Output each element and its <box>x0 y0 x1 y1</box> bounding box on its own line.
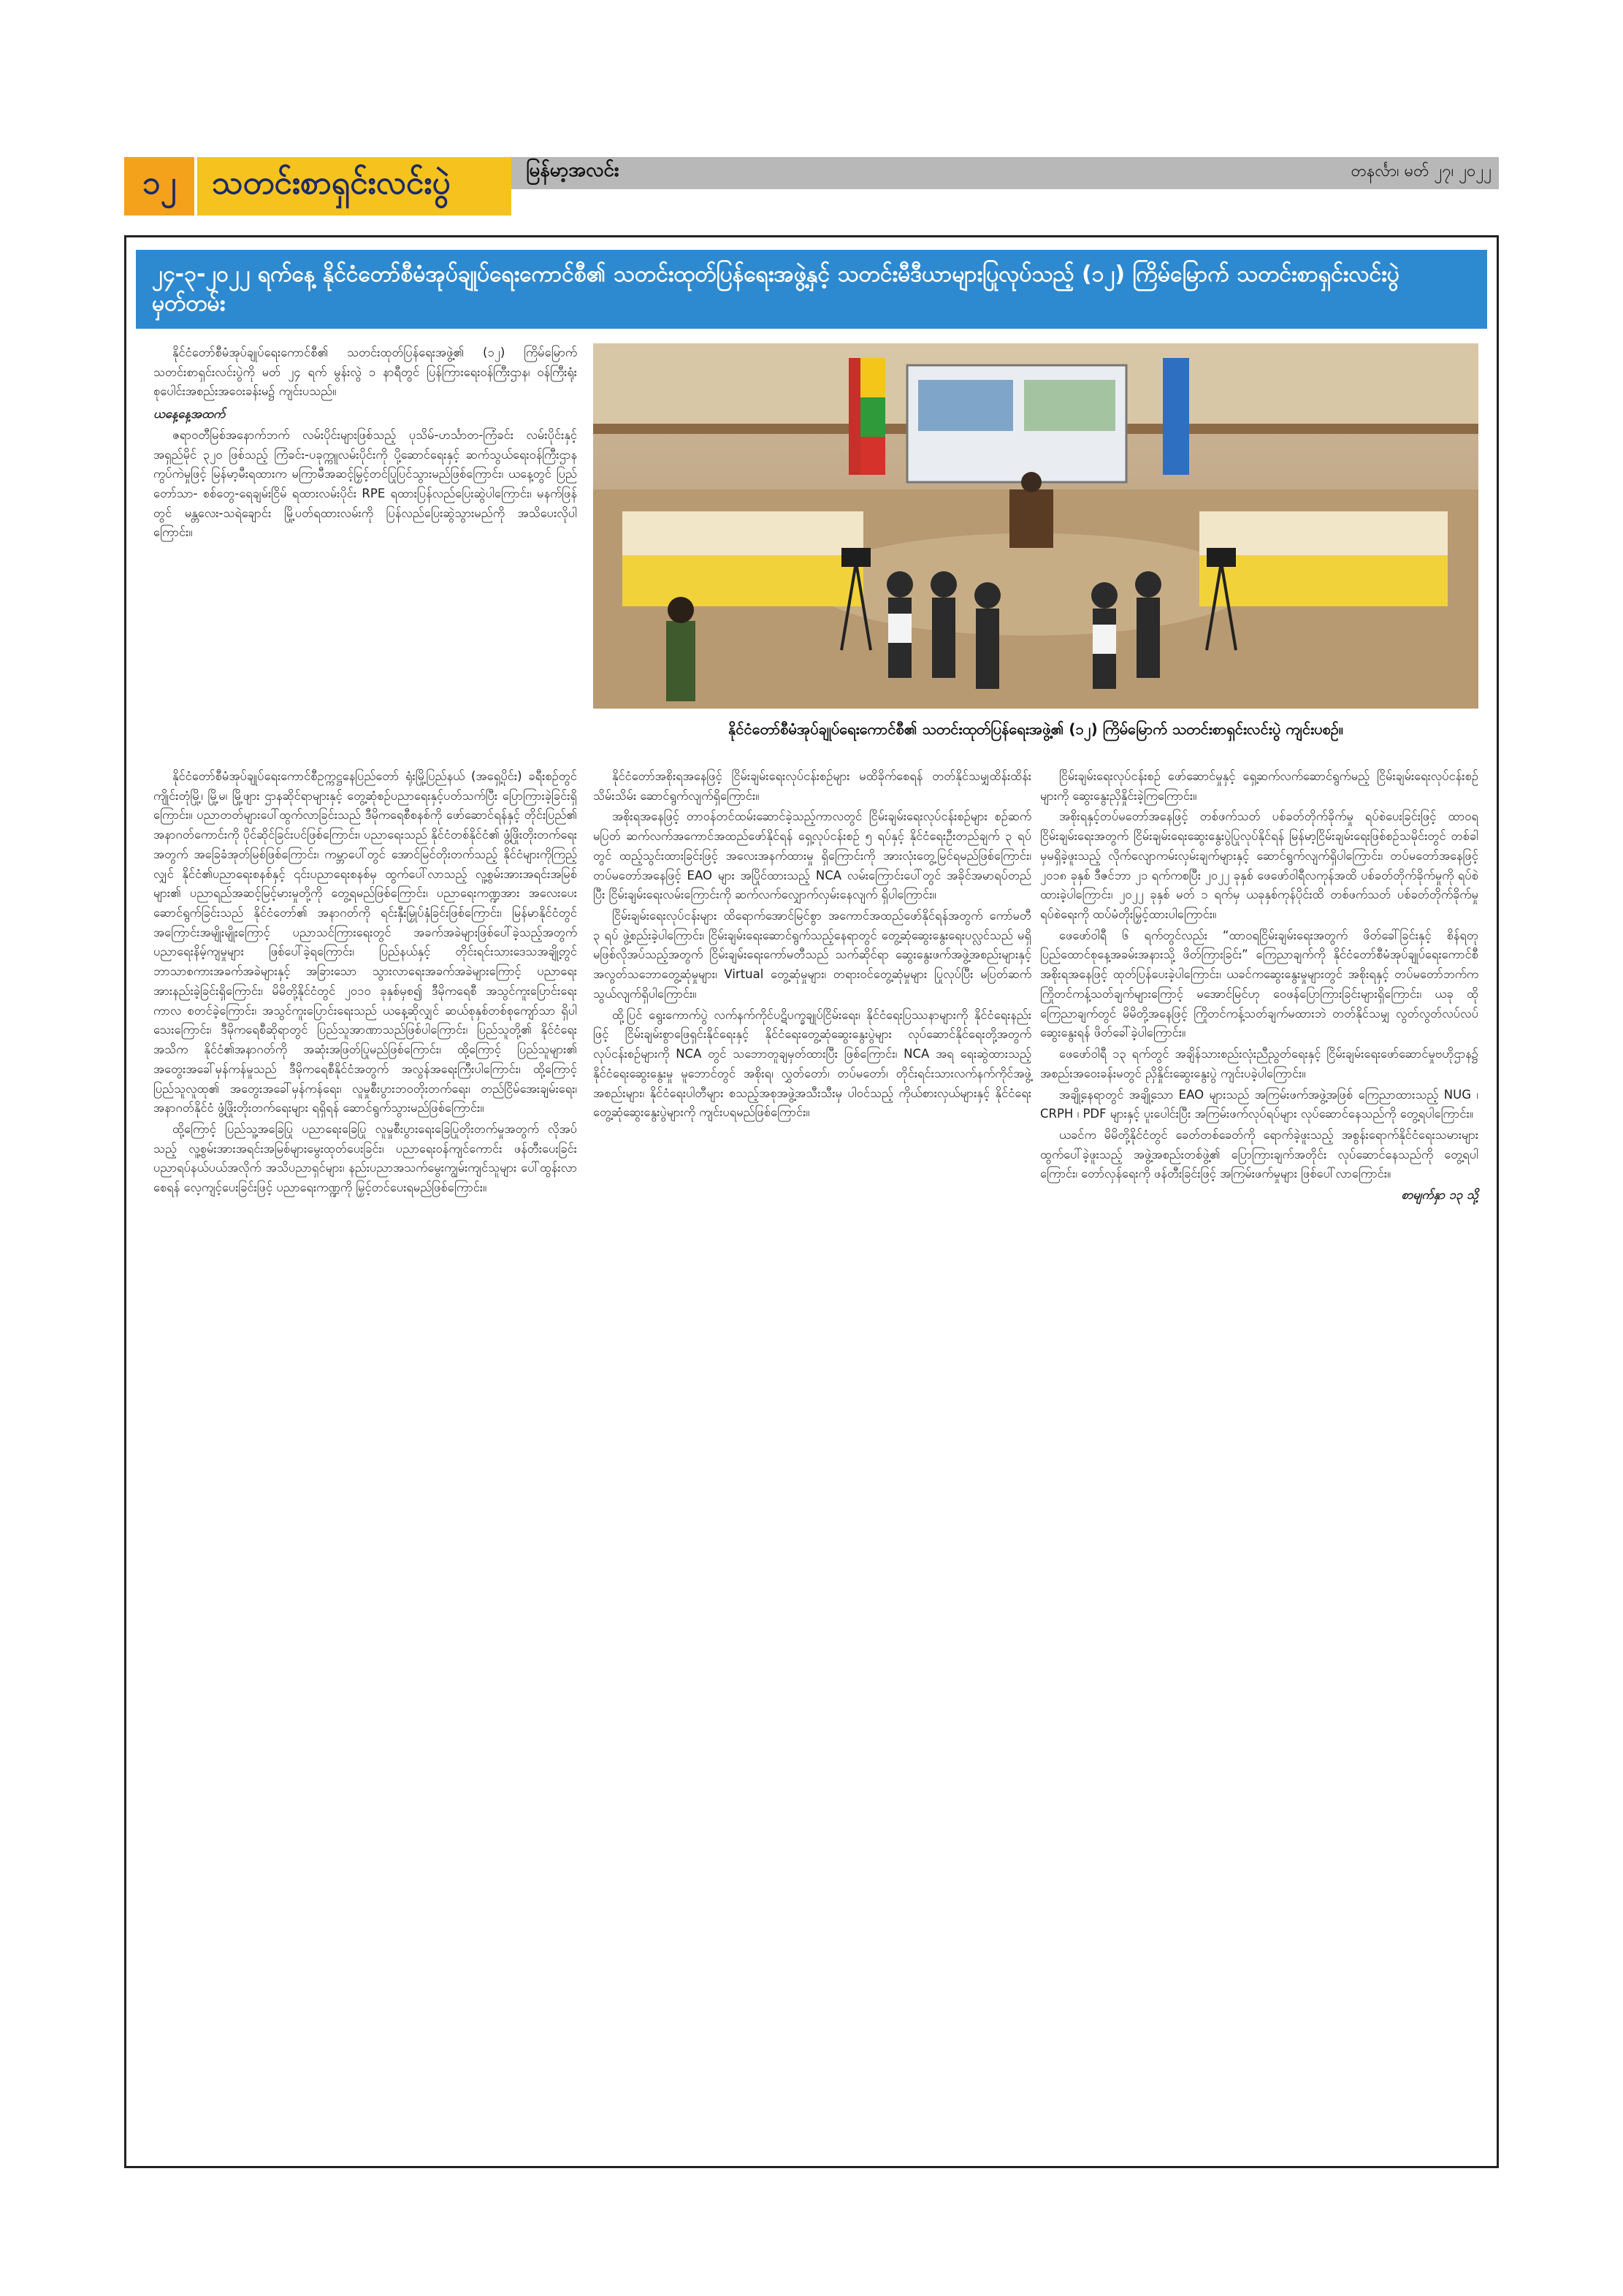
paragraph: ယခင်က မိမိတို့နိုင်ငံတွင် ခေတ်တစ်ခေတ်ကို ရောက်ခဲ့ဖူးသည့် အစွန်းရောက်နိုင်ငံရေးသမားများ ထွက်ပေါ်ခဲ့ဖူးသည့် အဖွဲ့အစည်းတစ်ဖွဲ့၏ ပြောကြားချက်အတိုင်း လုပ်ဆောင်နေသည်ကို တွေ့ရပါကြောင်း၊ တော်လှန်ရေးကို ဖန်တီးခြင်းဖြင့် အကြမ်းဖက်မှုများ ဖြစ်ပေါ်လာကြောင်း။ <box>1040 1127 1478 1181</box>
paragraph: ထို့ကြောင့် ပြည်သူ့အခြေပြု ပညာရေးခြေပြု လူမှုစီးပွားရေးခြေပြုတိုးတက်မှုအတွက် လိုအပ်သည့် လူ့စွမ်းအားအရင်းအမြစ်များမွေးထုတ်ပေးခြင်း၊ ပညာရေးဝန်ကျင်ကောင်း ဖန်တီးပေးခြင်း ပညာရပ်နယ်ပယ်အလိုက် အသိပညာရှင်များ၊ နည်းပညာအသက်မွေးကျွမ်းကျင်သူများ ပေါ်ထွန်းလာစေရန် လေ့ကျင့်ပေးခြင်းဖြင့် ပညာရေးကဏ္ဍကို မြှင့်တင်ပေးရမည်ဖြစ်ကြောင်း။ <box>153 1121 577 1195</box>
article-headline <box>136 250 1487 329</box>
photo-caption: နိုင်ငံတော်စီမံအုပ်ချုပ်ရေးကောင်စီ၏ သတင်းထုတ်ပြန်ရေးအဖွဲ့၏ (၁၂) ကြိမ်မြောက် သတင်းစာရှင်းလင်းပွဲ ကျင်းပစဉ်။ <box>728 720 1343 738</box>
continued-on: စာမျက်နှာ ၁၃ သို့ <box>1401 1188 1478 1202</box>
column-1-bottom <box>153 767 577 1200</box>
paragraph: နိုင်ငံတော်စီမံအုပ်ချုပ်ရေးကောင်စီဥက္ကဋ္ဌနေပြည်တော် ရုံးမြို့ပြည်နယ် (အရှေ့ပိုင်း) ခရီးစဉ်တွင် ကျိုင်းတုံမြို့၊ မြို့မ၊ မြို့ဖျား ဌာနဆိုင်ရာများနှင့် တွေ့ဆုံစဉ်ပညာရေးနှင့်ပတ်သက်ပြီး ပြောကြားခဲ့ခြင်းရှိကြောင်း။ ပညာတတ်များပေါ်ထွက်လာခြင်းသည် ဒီမိုကရေစီစနစ်ကို ဖော်ဆောင်ရန်နှင့် တိုင်းပြည်၏ အနာဂတ်ကောင်းကို ပိုင်ဆိုင်ခြင်းပင်ဖြစ်ကြောင်း၊ ပညာရေးသည် နိုင်ငံတစ်နိုင်ငံ၏ ဖွံ့ဖြိုးတိုးတက်ရေးအတွက် အခြေခံအုတ်မြစ်ဖြစ်ကြောင်း၊ ကမ္ဘာပေါ်တွင် အောင်မြင်တိုးတက်သည့် နိုင်ငံများကိုကြည့်လျှင် နိုင်ငံ၏ပညာရေးစနစ်နှင့် ၎င်းပညာရေးစနစ်မှ ထွက်ပေါ်လာသည့် လူ့စွမ်းအားအရင်းအမြစ်များ၏ ပညာရည်အဆင့်မြင့်မားမှုတို့ကို တွေ့ရမည်ဖြစ်ကြောင်း၊ ပညာရေးကဏ္ဍအား အလေးပေးဆောင်ရွက်ခြင်းသည် နိုင်ငံတော်၏ အနာဂတ်ကို ရင်းနှီးမြှုပ်နှံခြင်းဖြစ်ကြောင်း၊ မြန်မာနိုင်ငံတွင် အကြောင်းအမျိုးမျိုးကြောင့် ပညာသင်ကြားရေးတွင် အခက်အခဲများဖြစ်ပေါ်ခဲ့သည့်အတွက် ပညာရေးနိမ့်ကျမှုများ ဖြစ်ပေါ်ခဲ့ရကြောင်း၊ ပြည်နယ်နှင့် တိုင်းရင်းသားဒေသအချို့တွင် ဘာသာစကားအခက်အခဲများနှင့် အခြားသော သွားလာရေးအခက်အခဲများကြောင့် ပညာရေးအားနည်းခဲ့ခြင်းရှိကြောင်း၊ မိမိတို့နိုင်ငံတွင် ၂၀၁၀ ခုနှစ်မှစ၍ ဒီမိုကရေစီ အသွင်ကူးပြောင်းရေးကာလ စတင်ခဲ့ကြောင်း၊ အသွင်ကူးပြောင်းရေးသည် ယနေ့ဆိုလျှင် ဆယ်စုနှစ်တစ်စုကျော်သာ ရှိပါသေးကြောင်း၊ ဒီမိုကရေစီဆိုရာတွင် ပြည်သူအာဏာသည်ဖြစ်ပါကြောင်း၊ ပြည်သူတို့၏ နိုင်ငံရေးအသိက နိုင်ငံ၏အနာဂတ်ကို အဆုံးအဖြတ်ပြုမည်ဖြစ်ကြောင်း၊ ထို့ကြောင့် ပြည်သူများ၏ အတွေးအခေါ်မှန်ကန်မှုသည် ဒီမိုကရေစီနိုင်ငံအတွက် အလွန်အရေးကြီးပါကြောင်း၊ ထို့ကြောင့် ပြည်သူလူထု၏ အတွေးအခေါ်မှန်ကန်ရေး၊ လူမှုစီးပွားဘဝတိုးတက်ရေး၊ တည်ငြိမ်အေးချမ်းရေး၊ အနာဂတ်နိုင်ငံ ဖွံ့ဖြိုးတိုးတက်ရေးများ ရရှိရန် ဆောင်ရွက်သွားမည်ဖြစ်ကြောင်း။ <box>153 769 577 1115</box>
intro-paragraph: နိုင်ငံတော်စီမံအုပ်ချုပ်ရေးကောင်စီ၏ သတင်းထုတ်ပြန်ရေးအဖွဲ့၏ (၁၂) ကြိမ်မြောက် သတင်းစာရှင်းလင်းပွဲကို မတ် ၂၄ ရက် မွန်းလွဲ ၁ နာရီတွင် ပြန်ကြားရေးဝန်ကြီးဌာန၊ ဝန်ကြီးရုံး စုပေါင်းအစည်းအဝေးခန်းမ၌ ကျင်းပသည်။ <box>153 346 577 399</box>
column-1-top <box>153 343 577 544</box>
press-conference-photo <box>593 343 1478 709</box>
page-number: ၁၂ <box>124 157 194 216</box>
subhead: ယနေ့နေ့အထက် <box>153 407 226 422</box>
paragraph: ငြိမ်းချမ်းရေးလုပ်ငန်းစဉ် ဖော်ဆောင်မှုနှင့် ရှေ့ဆက်လက်ဆောင်ရွက်မည့် ငြိမ်းချမ်းရေးလုပ်ငန်းစဉ်များကို ဆွေးနွေးညှိနှိုင်းခဲ့ကြကြောင်း။ <box>1040 769 1478 803</box>
paragraph: ဇရာဝတီမြစ်အနောက်ဘက် လမ်းပိုင်းများဖြစ်သည့် ပုသိမ်-ဟင်္သာတ-ကြံခင်း လမ်းပိုင်းနှင့် အရှည်မိုင် ၃၂၀ ဖြစ်သည့် ကြံခင်း-ပခုက္ကူလမ်းပိုင်းကို ပို့ဆောင်ရေးနှင့် ဆက်သွယ်ရေးဝန်ကြီးဌာန ကွပ်ကဲမှုဖြင့် မြန်မာ့မီးရထားက မကြာမီအဆင့်မြှင့်တင်ပြုပြင်သွားမည်ဖြစ်ကြောင်း၊ ယနေ့တွင် ပြည်တော်သာ- စစ်တွေ-ရေချမ်းငြိမ် ရထားလမ်းပိုင်း RPE ရထားပြန်လည်ပြေးဆွဲပါကြောင်း၊ မနက်ဖြန်တွင် မန္တလေး-သရဲချောင်း မြို့ပတ်ရထားလမ်းကို ပြန်လည်ပြေးဆွဲသွားမည်ကို အသိပေးလိုပါကြောင်း။ <box>153 427 577 540</box>
section-title: သတင်းစာရှင်းလင်းပွဲ <box>197 157 511 216</box>
paragraph: ဖေဖော်ဝါရီ ၆ ရက်တွင်လည်း “ထာဝရငြိမ်းချမ်းရေးအတွက် ဖိတ်ခေါ်ခြင်းနှင့် စိန်ရတုပြည်ထောင်စုနေ့အခမ်းအနားသို့ ဖိတ်ကြားခြင်း” ကြေညာချက်ကို နိုင်ငံတော်စီမံအုပ်ချုပ်ရေးကောင်စီအစိုးရအနေဖြင့် ထုတ်ပြန်ပေးခဲ့ပါကြောင်း၊ ယခင်ကဆွေးနွေးမှုများတွင် အစိုးရနှင့် တပ်မတော်ဘက်က ကြိုတင်ကန့်သတ်ချက်များကြောင့် မအောင်မြင်ဟု ဝေဖန်ပြောကြားခြင်းများရှိကြောင်း၊ ယခု ထိုကြေညာချက်တွင် မိမိတို့အနေဖြင့် ကြိုတင်ကန့်သတ်ချက်မထားဘဲ တတ်နိုင်သမျှ လွတ်လွတ်လပ်လပ်ဆွေးနွေးရန် ဖိတ်ခေါ်ခဲ့ပါကြောင်း။ <box>1040 928 1478 1040</box>
paragraph: နိုင်ငံတော်အစိုးရအနေဖြင့် ငြိမ်းချမ်းရေးလုပ်ငန်းစဉ်များ မထိခိုက်စေရန် တတ်နိုင်သမျှထိန်းထိန်းသိမ်းသိမ်း ဆောင်ရွက်လျက်ရှိကြောင်း။ <box>593 769 1031 803</box>
myanmar-flag-icon <box>849 358 860 475</box>
issue-date: တနင်္လာ၊ မတ် ၂၇၊ ၂၀၂၂ <box>1351 162 1492 180</box>
headline-text: ၂၄-၃-၂၀၂၂ ရက်နေ့ နိုင်ငံတော်စီမံအုပ်ချုပ်ရေးကောင်စီ၏ သတင်းထုတ်ပြန်ရေးအဖွဲ့နှင့် သတင်းမီဒီယာများပြုလုပ်သည့် (၁၂) ကြိမ်မြောက် သတင်းစာရှင်းလင်းပွဲမှတ်တမ်း <box>152 261 1399 316</box>
paragraph: ငြိမ်းချမ်းရေးလုပ်ငန်းများ ထိရောက်အောင်မြင်စွာ အကောင်အထည်ဖော်နိုင်ရန်အတွက် ကော်မတီ ၃ ရပ် ဖွဲ့စည်းခဲ့ပါကြောင်း၊ ငြိမ်းချမ်းရေးဆောင်ရွက်သည့်နေရာတွင် တွေ့ဆုံဆွေးနွေးရေးပလ္လင်သည် မရှိမဖြစ်လိုအပ်သည့်အတွက် ငြိမ်းချမ်းရေးကော်မတီသည် သက်ဆိုင်ရာ ဆွေးနွေးဖက်အဖွဲ့အစည်းများနှင့် အလွတ်သဘောတွေ့ဆုံမှုများ၊ Virtual တွေ့ဆုံမှုများ၊ တရားဝင်တွေ့ဆုံမှုများ ပြုလုပ်ပြီး မပြတ်ဆက်သွယ်လျက်ရှိပါကြောင်း။ <box>593 909 1031 1001</box>
column-2 <box>593 767 1031 1124</box>
newspaper-name: မြန်မာ့အလင်း <box>526 159 619 181</box>
page-header <box>124 150 1499 218</box>
paragraph: အစိုးရအနေဖြင့် တာဝန်တင်ထမ်းဆောင်ခဲ့သည့်ကာလတွင် ငြိမ်းချမ်းရေးလုပ်ငန်းစဉ်များ စဉ်ဆက်မပြတ် ဆက်လက်အကောင်အထည်ဖော်နိုင်ရန် ရှေ့လုပ်ငန်းစဉ် ၅ ရပ်နှင့် နိုင်ငံရေးဦးတည်ချက် ၃ ရပ်တွင် ထည့်သွင်းထားခြင်းဖြင့် အလေးအနက်ထားမှု ရှိကြောင်းကို အားလုံးတွေ့မြင်ရမည်ဖြစ်ကြောင်း၊ တပ်မတော်အနေဖြင့် EAO များ အပြိုင်ထားသည့် NCA လမ်းကြောင်းပေါ်တွင် အခိုင်အမာရပ်တည်ပြီး ငြိမ်းချမ်းရေးလမ်းကြောင်းကို ဆက်လက်လျှောက်လှမ်းနေလျက် ရှိပါကြောင်း။ <box>593 809 1031 902</box>
emblem-flag-icon <box>1163 358 1189 475</box>
column-3 <box>1040 767 1478 1207</box>
paragraph: ထို့ပြင် ရွေးကောက်ပွဲ လက်နက်ကိုင်ပဋိပက္ခချုပ်ငြိမ်းရေး၊ နိုင်ငံရေးပြဿနာများကို နိုင်ငံရေးနည်းဖြင့် ငြိမ်းချမ်းစွာဖြေရှင်းနိုင်ရေးနှင့် နိုင်ငံရေးတွေ့ဆုံဆွေးနွေးပွဲများ လုပ်ဆောင်နိုင်ရေးတို့အတွက် လုပ်ငန်းစဉ်များကို NCA တွင် သဘောတူချမှတ်ထားပြီး ဖြစ်ကြောင်း၊ NCA အရ ရေးဆွဲထားသည့် နိုင်ငံရေးဆွေးနွေးမှု မူဘောင်တွင် အစိုးရ၊ လွှတ်တော်၊ တပ်မတော်၊ တိုင်းရင်းသားလက်နက်ကိုင်အဖွဲ့အစည်းများ၊ နိုင်ငံရေးပါတီများ စသည့်အစုအဖွဲ့အသီးသီးမှ ပါဝင်သည့် ကိုယ်စားလှယ်များနှင့် နိုင်ငံရေးတွေ့ဆုံဆွေးနွေးပွဲများကို ကျင်းပရမည်ဖြစ်ကြောင်း။ <box>593 1007 1031 1120</box>
photo-illustration <box>593 343 1478 709</box>
paragraph: ဖေဖော်ဝါရီ ၁၃ ရက်တွင် အချိန်သားစည်းလုံးညီညွတ်ရေးနှင့် ငြိမ်းချမ်းရေးဖော်ဆောင်မှုဗဟိုဌာန၌ အစည်းအဝေးခန်းမတွင် ညှိနှိုင်းဆွေးနွေးပွဲ ကျင်းပခဲ့ပါကြောင်း။ <box>1040 1047 1478 1080</box>
paragraph: အချို့နေရာတွင် အချို့သော EAO များသည် အကြမ်းဖက်အဖွဲ့အဖြစ် ကြေညာထားသည့် NUG ၊ CRPH ၊ PDF များနှင့် ပူးပေါင်းပြီး အကြမ်းဖက်လုပ်ရပ်များ လုပ်ဆောင်နေသည်ကို တွေ့ရပါကြောင်း။ <box>1040 1087 1478 1121</box>
paragraph: အစိုးရနှင့်တပ်မတော်အနေဖြင့် တစ်ဖက်သတ် ပစ်ခတ်တိုက်ခိုက်မှု ရပ်စဲပေးခြင်းဖြင့် ထာဝရငြိမ်းချမ်းရေးအတွက် ငြိမ်းချမ်းရေးဆွေးနွေးပွဲပြုလုပ်နိုင်ရန် မြန်မာ့ငြိမ်းချမ်းရေးဖြစ်စဉ်သမိုင်းတွင် တစ်ခါမှမရှိခဲ့ဖူးသည့် လိုက်လျောကမ်းလှမ်းချက်များနှင့် ဆောင်ရွက်လျက်ရှိပါကြောင်း၊ တပ်မတော်အနေဖြင့် ၂၀၁၈ ခုနှစ် ဒီဇင်ဘာ ၂၁ ရက်ကစပြီး ၂၀၂၂ ခုနှစ် ဖေဖော်ဝါရီလကုန်အထိ ပစ်ခတ်တိုက်ခိုက်မှုကို ရပ်စဲထားခဲ့ပါကြောင်း၊ ၂၀၂၂ ခုနှစ် မတ် ၁ ရက်မှ ယခုနှစ်ကုန်ပိုင်းထိ တစ်ဖက်သတ် ပစ်ခတ်တိုက်ခိုက်မှု ရပ်စဲရေးကို ထပ်မံတိုးမြှင့်ထားပါကြောင်း။ <box>1040 809 1478 922</box>
